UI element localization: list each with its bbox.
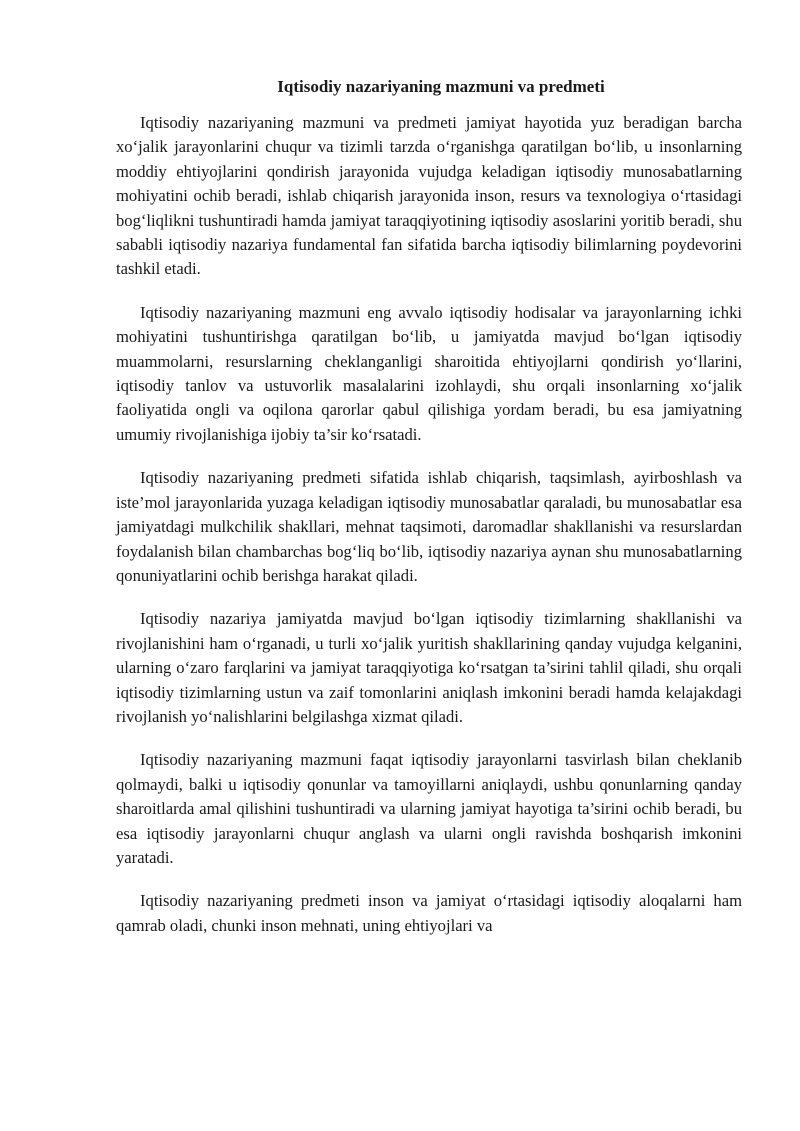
document-page <box>116 74 742 957</box>
paragraph-2: Iqtisodiy nazariyaning mazmuni eng avvalo iqtisodiy hodisalar va jarayonlarning ichki mohiyatini tushuntirishga qaratilgan bo‘lib, u jamiyatda mavjud bo‘lgan iqtisodiy muammolarni, resurslarning cheklanganligi sharoitida ehtiyojlarni qondirish yo‘llarini, iqtisodiy tanlov va ustuvorlik masalalarini izohlaydi, shu orqali insonlarning xo‘jalik faoliyatida ongli va oqilona qarorlar qabul qilishiga yordam beradi, bu esa jamiyatning umumiy rivojlanishiga ijobiy ta’sir ko‘rsatadi. <box>116 302 742 444</box>
document-title: Iqtisodiy nazariyaning mazmuni va predmeti <box>277 77 605 96</box>
paragraph-6: Iqtisodiy nazariyaning predmeti inson va jamiyat o‘rtasidagi iqtisodiy aloqalarni ham qamrab oladi, chunki inson mehnati, uning ehtiyojlari va <box>116 891 742 935</box>
paragraph-3: Iqtisodiy nazariyaning predmeti sifatida ishlab chiqarish, taqsimlash, ayirboshlash va iste’mol jarayonlarida yuzaga keladigan iqtisodiy munosabatlar qaraladi, bu munosabatlar esa jamiyatdagi mulkchilik shakllari, mehnat taqsimoti, daromadlar shakllanishi va resurslardan foydalanish bilan chambarchas bog‘liq bo‘lib, iqtisodiy nazariya aynan shu munosabatlarning qonuniyatlarini ochib berishga harakat qiladi. <box>116 468 742 585</box>
paragraph-5: Iqtisodiy nazariyaning mazmuni faqat iqtisodiy jarayonlarni tasvirlash bilan cheklanib qolmaydi, balki u iqtisodiy qonunlar va tamoyillarni aniqlaydi, ushbu qonunlarning qanday sharoitlarda amal qilishini tushuntiradi va ularning jamiyat hayotiga ta’sirini ochib beradi, bu esa iqtisodiy jarayonlarni chuqur anglash va ularni ongli ravishda boshqarish imkonini yaratadi. <box>116 750 742 867</box>
paragraph-4: Iqtisodiy nazariya jamiyatda mavjud bo‘lgan iqtisodiy tizimlarning shakllanishi va rivojlanishini ham o‘rganadi, u turli xo‘jalik yuritish shakllarining qanday vujudga kelganini, ularning o‘zaro farqlarini va jamiyat taraqqiyotiga ko‘rsatgan ta’sirini tahlil qiladi, shu orqali iqtisodiy tizimlarning ustun va zaif tomonlarini aniqlash imkonini beradi hamda kelajakdagi rivojlanish yo‘nalishlarini belgilashga xizmat qiladi. <box>116 609 742 726</box>
paragraph-1: Iqtisodiy nazariyaning mazmuni va predmeti jamiyat hayotida yuz beradigan barcha xo‘jalik jarayonlarini chuqur va tizimli tarzda o‘rganishga qaratilgan bo‘lib, u insonlarning moddiy ehtiyojlarini qondirish jarayonida vujudga keladigan iqtisodiy munosabatlarning mohiyatini ochib beradi, ishlab chiqarish jarayonida inson, resurs va texnologiya o‘rtasidagi bog‘liqlikni tushuntiradi hamda jamiyat taraqqiyotining iqtisodiy asoslarini yoritib beradi, shu sababli iqtisodiy nazariya fundamental fan sifatida barcha iqtisodiy bilimlarning poydevorini tashkil etadi. <box>116 113 742 279</box>
